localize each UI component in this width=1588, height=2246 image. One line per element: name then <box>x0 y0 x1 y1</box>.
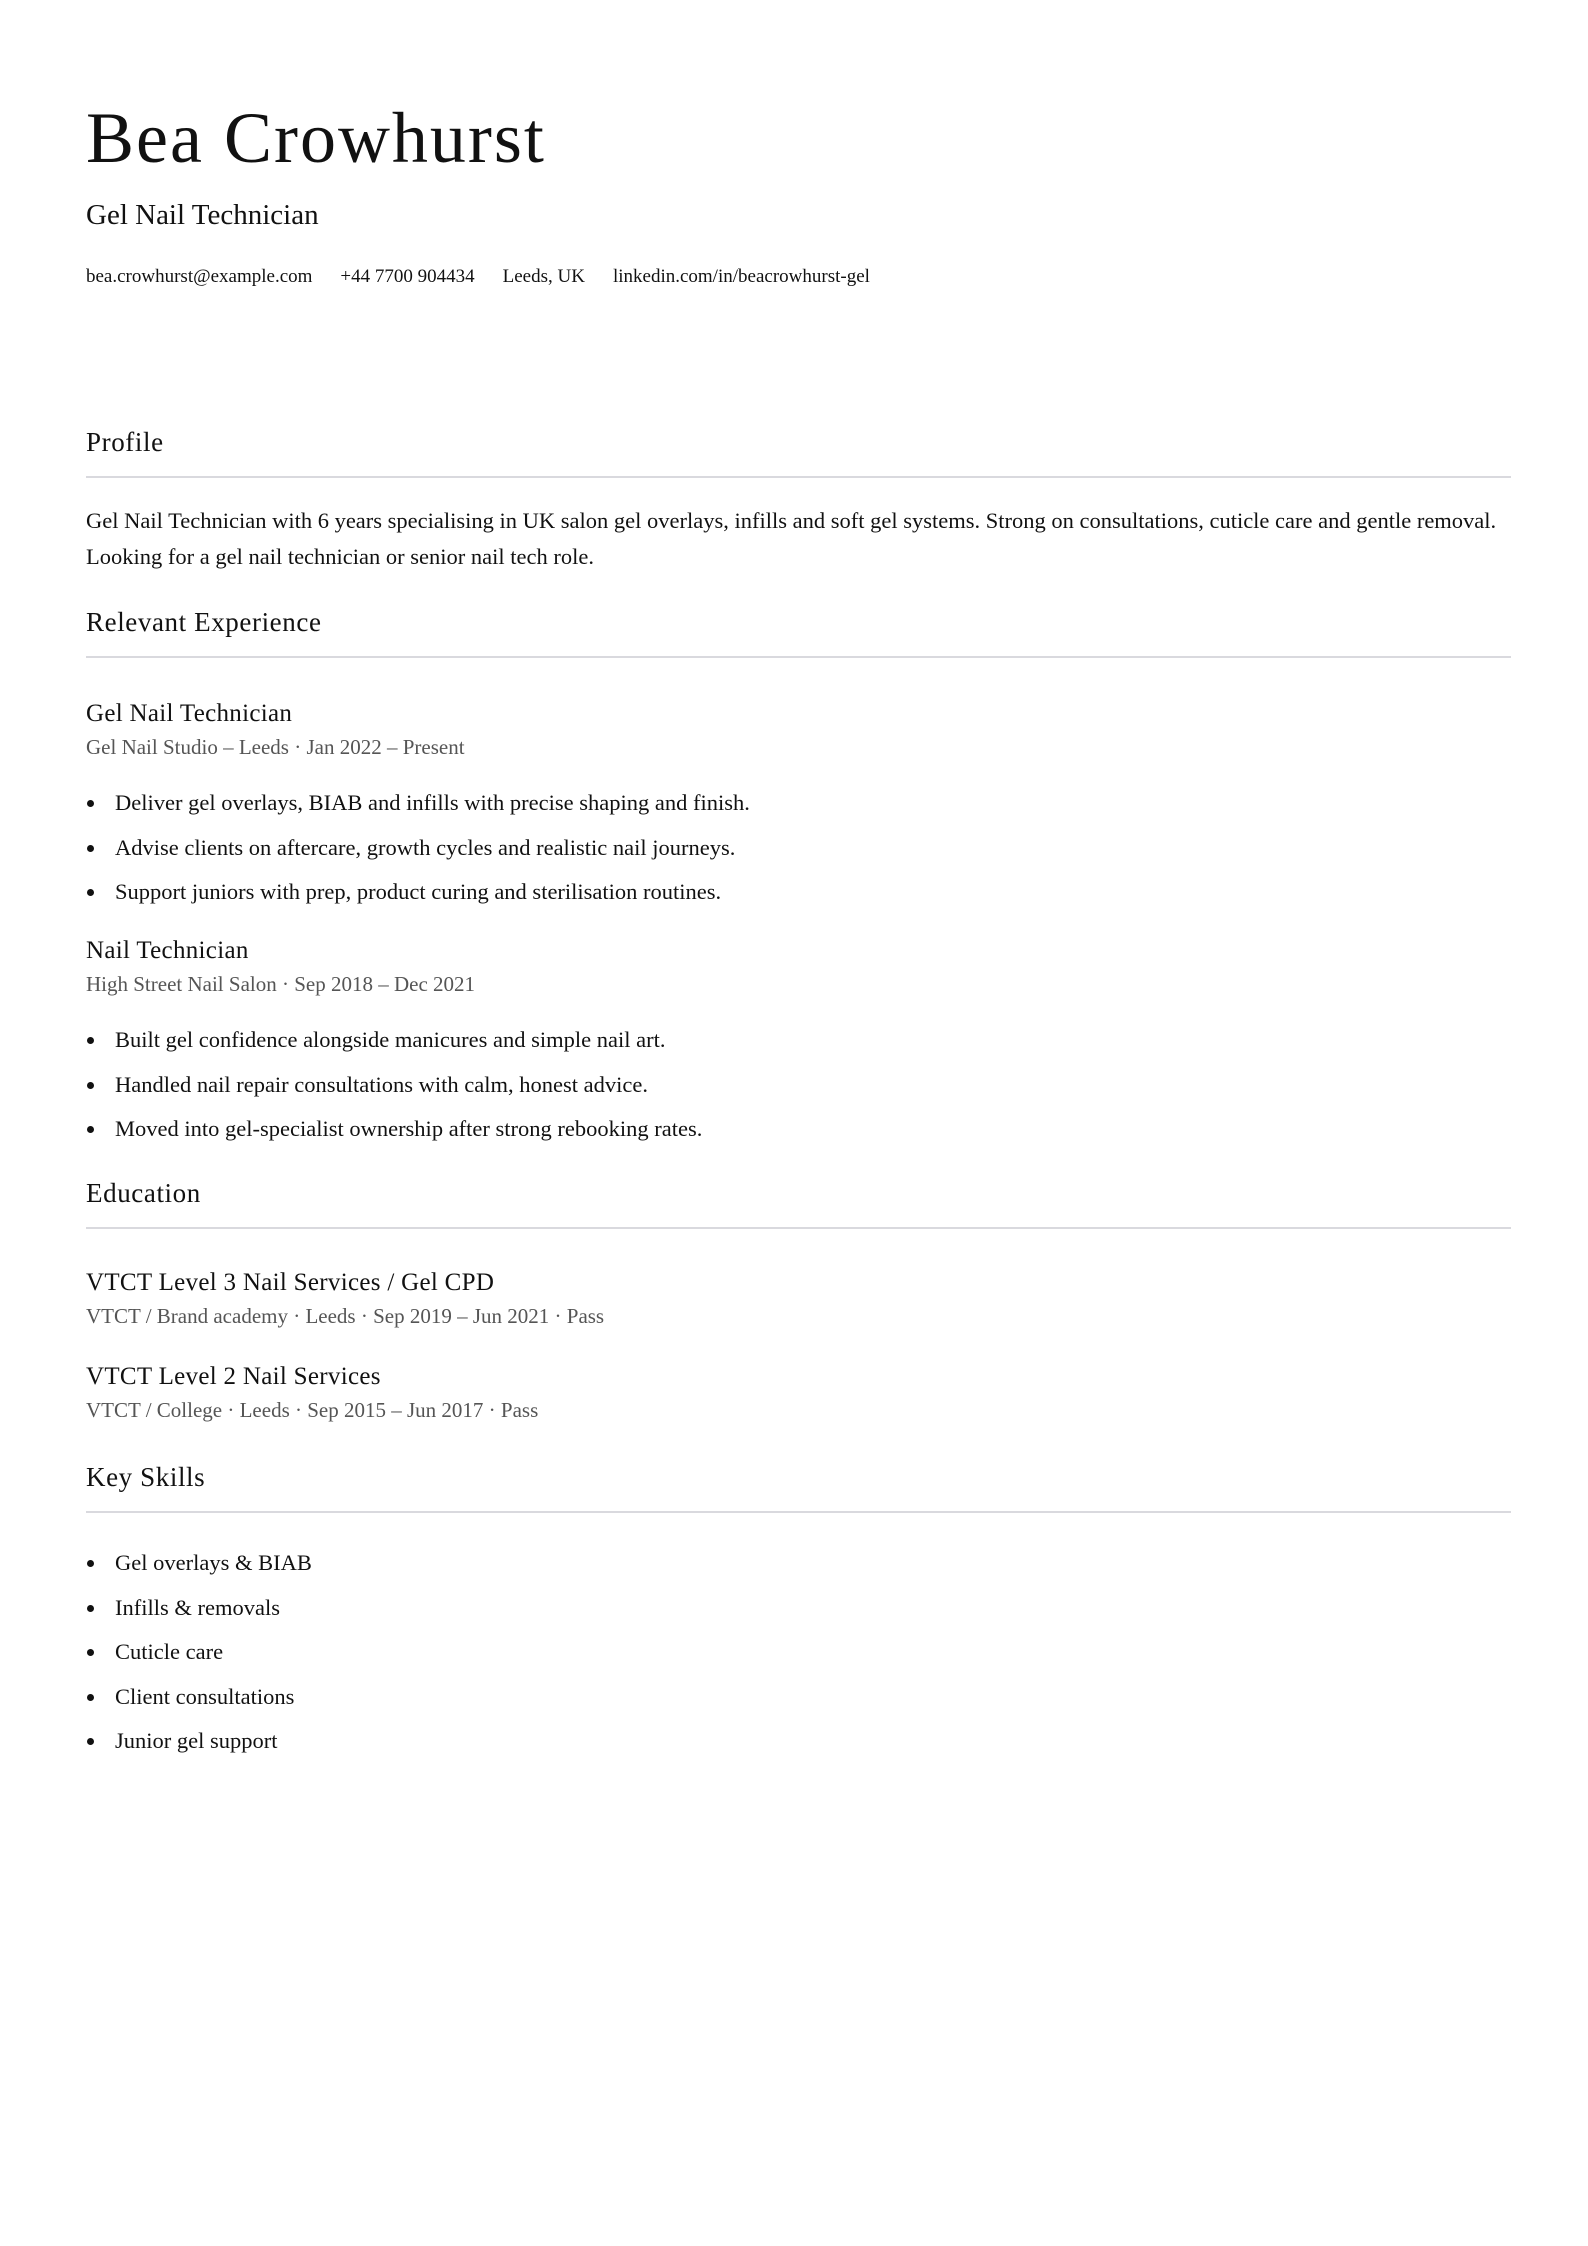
job-meta: High Street Nail Salon · Sep 2018 – Dec 2021 <box>86 972 476 996</box>
list-item: Gel overlays & BIAB <box>86 1541 312 1586</box>
section-divider <box>86 1511 1511 1513</box>
education-meta: VTCT / College · Leeds · Sep 2015 – Jun 2017 · Pass <box>86 1398 539 1422</box>
profile-summary: Gel Nail Technician with 6 years specialising in UK salon gel overlays, infills and soft gel systems. Strong on consultations, cuticle care and gentle removal. Looking for a gel nail technician or senior nail tech role. <box>86 508 1497 569</box>
contact-linkedin[interactable]: linkedin.com/in/beacrowhurst-gel <box>612 266 870 287</box>
list-item: Cuticle care <box>86 1630 312 1675</box>
job-bullets <box>86 781 750 915</box>
list-item: Deliver gel overlays, BIAB and infills with precise shaping and finish. <box>86 781 750 826</box>
job-meta: Gel Nail Studio – Leeds · Jan 2022 – Present <box>86 735 465 759</box>
contact-email[interactable]: bea.crowhurst@example.com <box>86 266 313 287</box>
education-qualification: VTCT Level 2 Nail Services <box>86 1363 381 1390</box>
job-bullets <box>86 1018 702 1152</box>
list-item: Moved into gel-specialist ownership after strong rebooking rates. <box>86 1107 702 1152</box>
list-item: Junior gel support <box>86 1719 312 1764</box>
section-divider <box>86 656 1511 658</box>
section-title-profile: Profile <box>86 427 164 457</box>
list-item: Support juniors with prep, product curing and sterilisation routines. <box>86 870 750 915</box>
section-title-experience: Relevant Experience <box>86 607 322 637</box>
job-role: Nail Technician <box>86 937 249 964</box>
candidate-name: Bea Crowhurst <box>86 98 546 178</box>
section-divider <box>86 1227 1511 1229</box>
contact-location: Leeds, UK <box>502 266 585 287</box>
list-item: Advise clients on aftercare, growth cycles and realistic nail journeys. <box>86 826 750 871</box>
section-divider <box>86 476 1511 478</box>
list-item: Built gel confidence alongside manicures and simple nail art. <box>86 1018 702 1063</box>
candidate-title: Gel Nail Technician <box>86 199 319 231</box>
education-qualification: VTCT Level 3 Nail Services / Gel CPD <box>86 1269 495 1296</box>
education-meta: VTCT / Brand academy · Leeds · Sep 2019 – Jun 2021 · Pass <box>86 1304 605 1328</box>
contact-phone[interactable]: +44 7700 904434 <box>340 266 475 287</box>
section-title-skills: Key Skills <box>86 1462 206 1492</box>
section-title-education: Education <box>86 1178 201 1208</box>
skills-list <box>86 1541 312 1764</box>
list-item: Client consultations <box>86 1675 312 1720</box>
list-item: Handled nail repair consultations with calm, honest advice. <box>86 1063 702 1108</box>
job-role: Gel Nail Technician <box>86 700 293 727</box>
contact-line <box>86 263 898 291</box>
list-item: Infills & removals <box>86 1586 312 1631</box>
